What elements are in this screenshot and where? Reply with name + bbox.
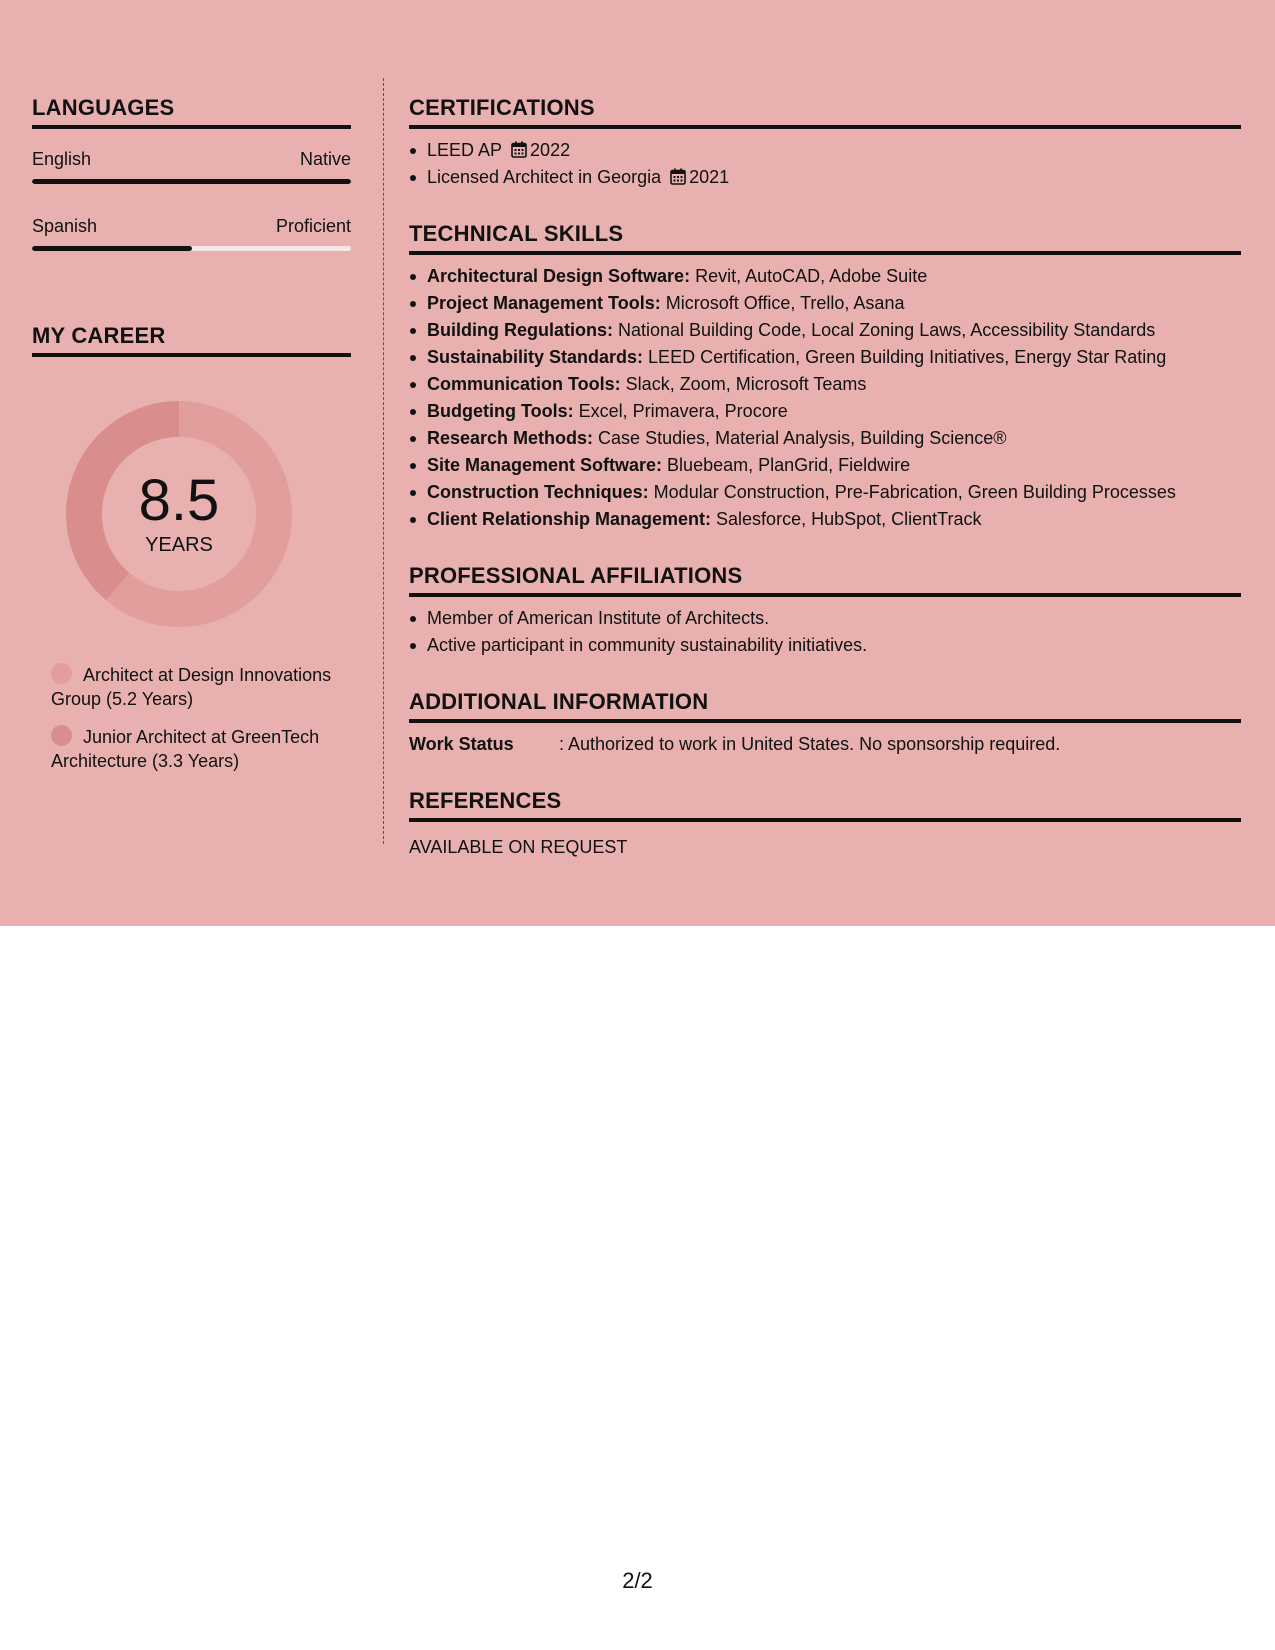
skill-item <box>409 344 1241 371</box>
skill-value: National Building Code, Local Zoning Laws, Accessibility Standards <box>613 320 1156 340</box>
column-divider <box>383 78 384 844</box>
career-heading: MY CAREER <box>32 303 351 357</box>
skill-label: Site Management Software: <box>427 455 663 475</box>
skill-item <box>409 425 1241 452</box>
certification-year: 2022 <box>530 140 571 160</box>
career-legend <box>32 663 351 773</box>
work-status-row <box>409 731 1241 758</box>
language-level: Proficient <box>275 216 351 236</box>
skill-item <box>409 317 1241 344</box>
certification-item <box>409 137 1241 164</box>
work-status-label: Work Status <box>409 734 514 754</box>
career-total-years: 8.5 <box>138 467 220 533</box>
languages-heading: LANGUAGES <box>32 75 351 129</box>
skill-value: Slack, Zoom, Microsoft Teams <box>620 374 867 394</box>
certification-name: LEED AP <box>427 140 503 160</box>
skill-label: Construction Techniques: <box>427 482 649 502</box>
skill-value: Excel, Primavera, Procore <box>573 401 788 421</box>
certifications-heading: CERTIFICATIONS <box>409 75 1241 129</box>
career-legend-item <box>51 725 351 773</box>
additional-info-heading: ADDITIONAL INFORMATION <box>409 669 1241 723</box>
career-total-unit: YEARS <box>145 533 213 556</box>
skill-item <box>409 398 1241 425</box>
skill-label: Budgeting Tools: <box>427 401 574 421</box>
calendar-icon <box>670 168 686 185</box>
affiliation-item: Active participant in community sustainability initiatives. <box>409 632 1241 659</box>
skill-label: Building Regulations: <box>427 320 613 340</box>
skill-value: Microsoft Office, Trello, Asana <box>660 293 905 313</box>
legend-label: Architect at Design Innovations Group (5.2 Years) <box>51 665 332 709</box>
skill-value: Case Studies, Material Analysis, Building Science® <box>593 428 1007 448</box>
skill-label: Research Methods: <box>427 428 594 448</box>
language-proficiency-bar <box>32 246 351 251</box>
right-column <box>409 75 1241 861</box>
technical-skills-list <box>409 263 1241 533</box>
language-proficiency-fill <box>32 179 351 184</box>
certification-year: 2021 <box>689 167 730 187</box>
skill-item <box>409 479 1241 506</box>
left-column <box>32 75 351 787</box>
language-row-english <box>32 149 351 184</box>
skill-item <box>409 452 1241 479</box>
language-proficiency-fill <box>32 246 192 251</box>
affiliations-heading: PROFESSIONAL AFFILIATIONS <box>409 543 1241 597</box>
career-legend-item <box>51 663 351 711</box>
donut-center <box>66 401 292 627</box>
calendar-icon <box>511 141 527 158</box>
skill-label: Client Relationship Management: <box>427 509 712 529</box>
language-proficiency-bar <box>32 179 351 184</box>
skill-item <box>409 263 1241 290</box>
skill-item <box>409 506 1241 533</box>
skill-value: Bluebeam, PlanGrid, Fieldwire <box>662 455 911 475</box>
legend-dot <box>51 725 72 746</box>
skill-item <box>409 371 1241 398</box>
language-name: Spanish <box>32 216 98 236</box>
skill-label: Project Management Tools: <box>427 293 661 313</box>
references-heading: REFERENCES <box>409 768 1241 822</box>
skill-value: Modular Construction, Pre-Fabrication, Green Building Processes <box>648 482 1176 502</box>
skill-label: Architectural Design Software: <box>427 266 691 286</box>
skill-value: Revit, AutoCAD, Adobe Suite <box>690 266 928 286</box>
skill-label: Communication Tools: <box>427 374 621 394</box>
legend-label: Junior Architect at GreenTech Architecture (3.3 Years) <box>51 727 320 771</box>
skill-value: Salesforce, HubSpot, ClientTrack <box>711 509 982 529</box>
skill-label: Sustainability Standards: <box>427 347 644 367</box>
technical-skills-heading: TECHNICAL SKILLS <box>409 201 1241 255</box>
work-status-value: : Authorized to work in United States. No sponsorship required. <box>559 734 1061 754</box>
affiliation-item: Member of American Institute of Architects. <box>409 605 1241 632</box>
page-number: 2/2 <box>622 1568 653 1593</box>
certifications-list <box>409 137 1241 191</box>
language-level: Native <box>299 149 351 169</box>
legend-dot <box>51 663 72 684</box>
language-row-spanish <box>32 216 351 251</box>
skill-value: LEED Certification, Green Building Initiatives, Energy Star Rating <box>643 347 1167 367</box>
skill-item <box>409 290 1241 317</box>
language-name: English <box>32 149 92 169</box>
certification-item <box>409 164 1241 191</box>
certification-name: Licensed Architect in Georgia <box>427 167 662 187</box>
career-donut-chart <box>66 401 292 627</box>
references-text: AVAILABLE ON REQUEST <box>409 837 628 857</box>
affiliations-list <box>409 605 1241 659</box>
